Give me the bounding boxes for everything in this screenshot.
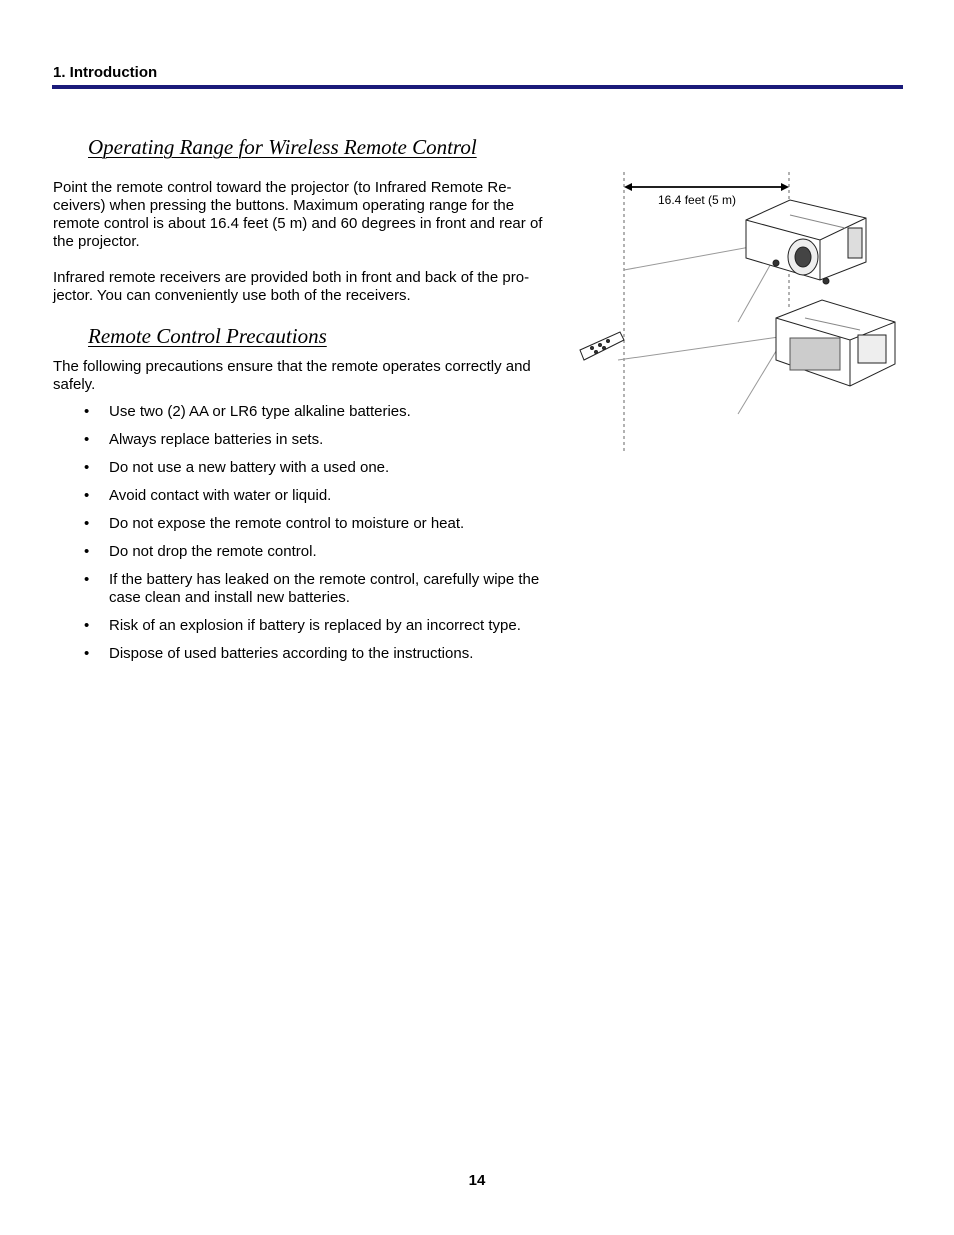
list-item-text: Do not use a new battery with a used one.	[109, 459, 390, 476]
list-item-text: Risk of an explosion if battery is replaced by an incorrect type.	[109, 617, 521, 634]
list-item: • Do not use a new battery with a used one.	[84, 459, 390, 476]
range-paragraph-2: Infrared remote receivers are provided both in front and back of the pro-jector. You can conveniently use both of the receivers.	[53, 269, 530, 304]
page-number: 14	[468, 1172, 486, 1189]
list-item: • Use two (2) AA or LR6 type alkaline batteries.	[84, 403, 411, 420]
list-item: • Dispose of used batteries according to the instructions.	[84, 645, 474, 662]
precautions-intro: The following precautions ensure that the remote operates correctly and safely.	[53, 358, 531, 393]
projector-front-icon	[746, 200, 866, 284]
section-header: 1. Introduction	[53, 64, 158, 81]
list-item: • If the battery has leaked on the remote control, carefully wipe the case clean and install new batteries.	[84, 571, 540, 606]
remote-control-icon	[580, 332, 624, 360]
beam-line-rear-top	[618, 336, 786, 360]
list-item: • Risk of an explosion if battery is replaced by an incorrect type.	[84, 617, 521, 634]
list-item: • Always replace batteries in sets.	[84, 431, 324, 448]
list-item: • Do not expose the remote control to moisture or heat.	[84, 515, 465, 532]
list-item-text: Do not drop the remote control.	[109, 543, 317, 560]
list-item-text: Always replace batteries in sets.	[109, 431, 324, 448]
list-item: • Avoid contact with water or liquid.	[84, 487, 332, 504]
list-item-text: If the battery has leaked on the remote control, carefully wipe the case clean and install new batteries.	[109, 571, 540, 606]
list-item: • Do not drop the remote control.	[84, 543, 317, 560]
precautions-heading: Remote Control Precautions	[88, 324, 327, 348]
list-item-text: Dispose of used batteries according to the instructions.	[109, 645, 474, 662]
range-label: 16.4 feet (5 m)	[658, 193, 737, 207]
projector-rear-icon	[776, 300, 895, 386]
range-paragraph-1: Point the remote control toward the projector (to Infrared Remote Re-ceivers) when pressing the buttons. Maximum operating range for the remote control is about 16.4 feet (5 m) and 60 degrees in front and rear of the projector.	[53, 179, 543, 250]
list-item-text: Avoid contact with water or liquid.	[109, 487, 332, 504]
operating-range-illustration	[575, 165, 905, 455]
header-rule	[52, 85, 903, 89]
list-item-text: Use two (2) AA or LR6 type alkaline batteries.	[109, 403, 411, 420]
precautions-list	[53, 403, 563, 673]
range-heading: Operating Range for Wireless Remote Control	[88, 135, 477, 159]
list-item-text: Do not expose the remote control to moisture or heat.	[109, 515, 465, 532]
